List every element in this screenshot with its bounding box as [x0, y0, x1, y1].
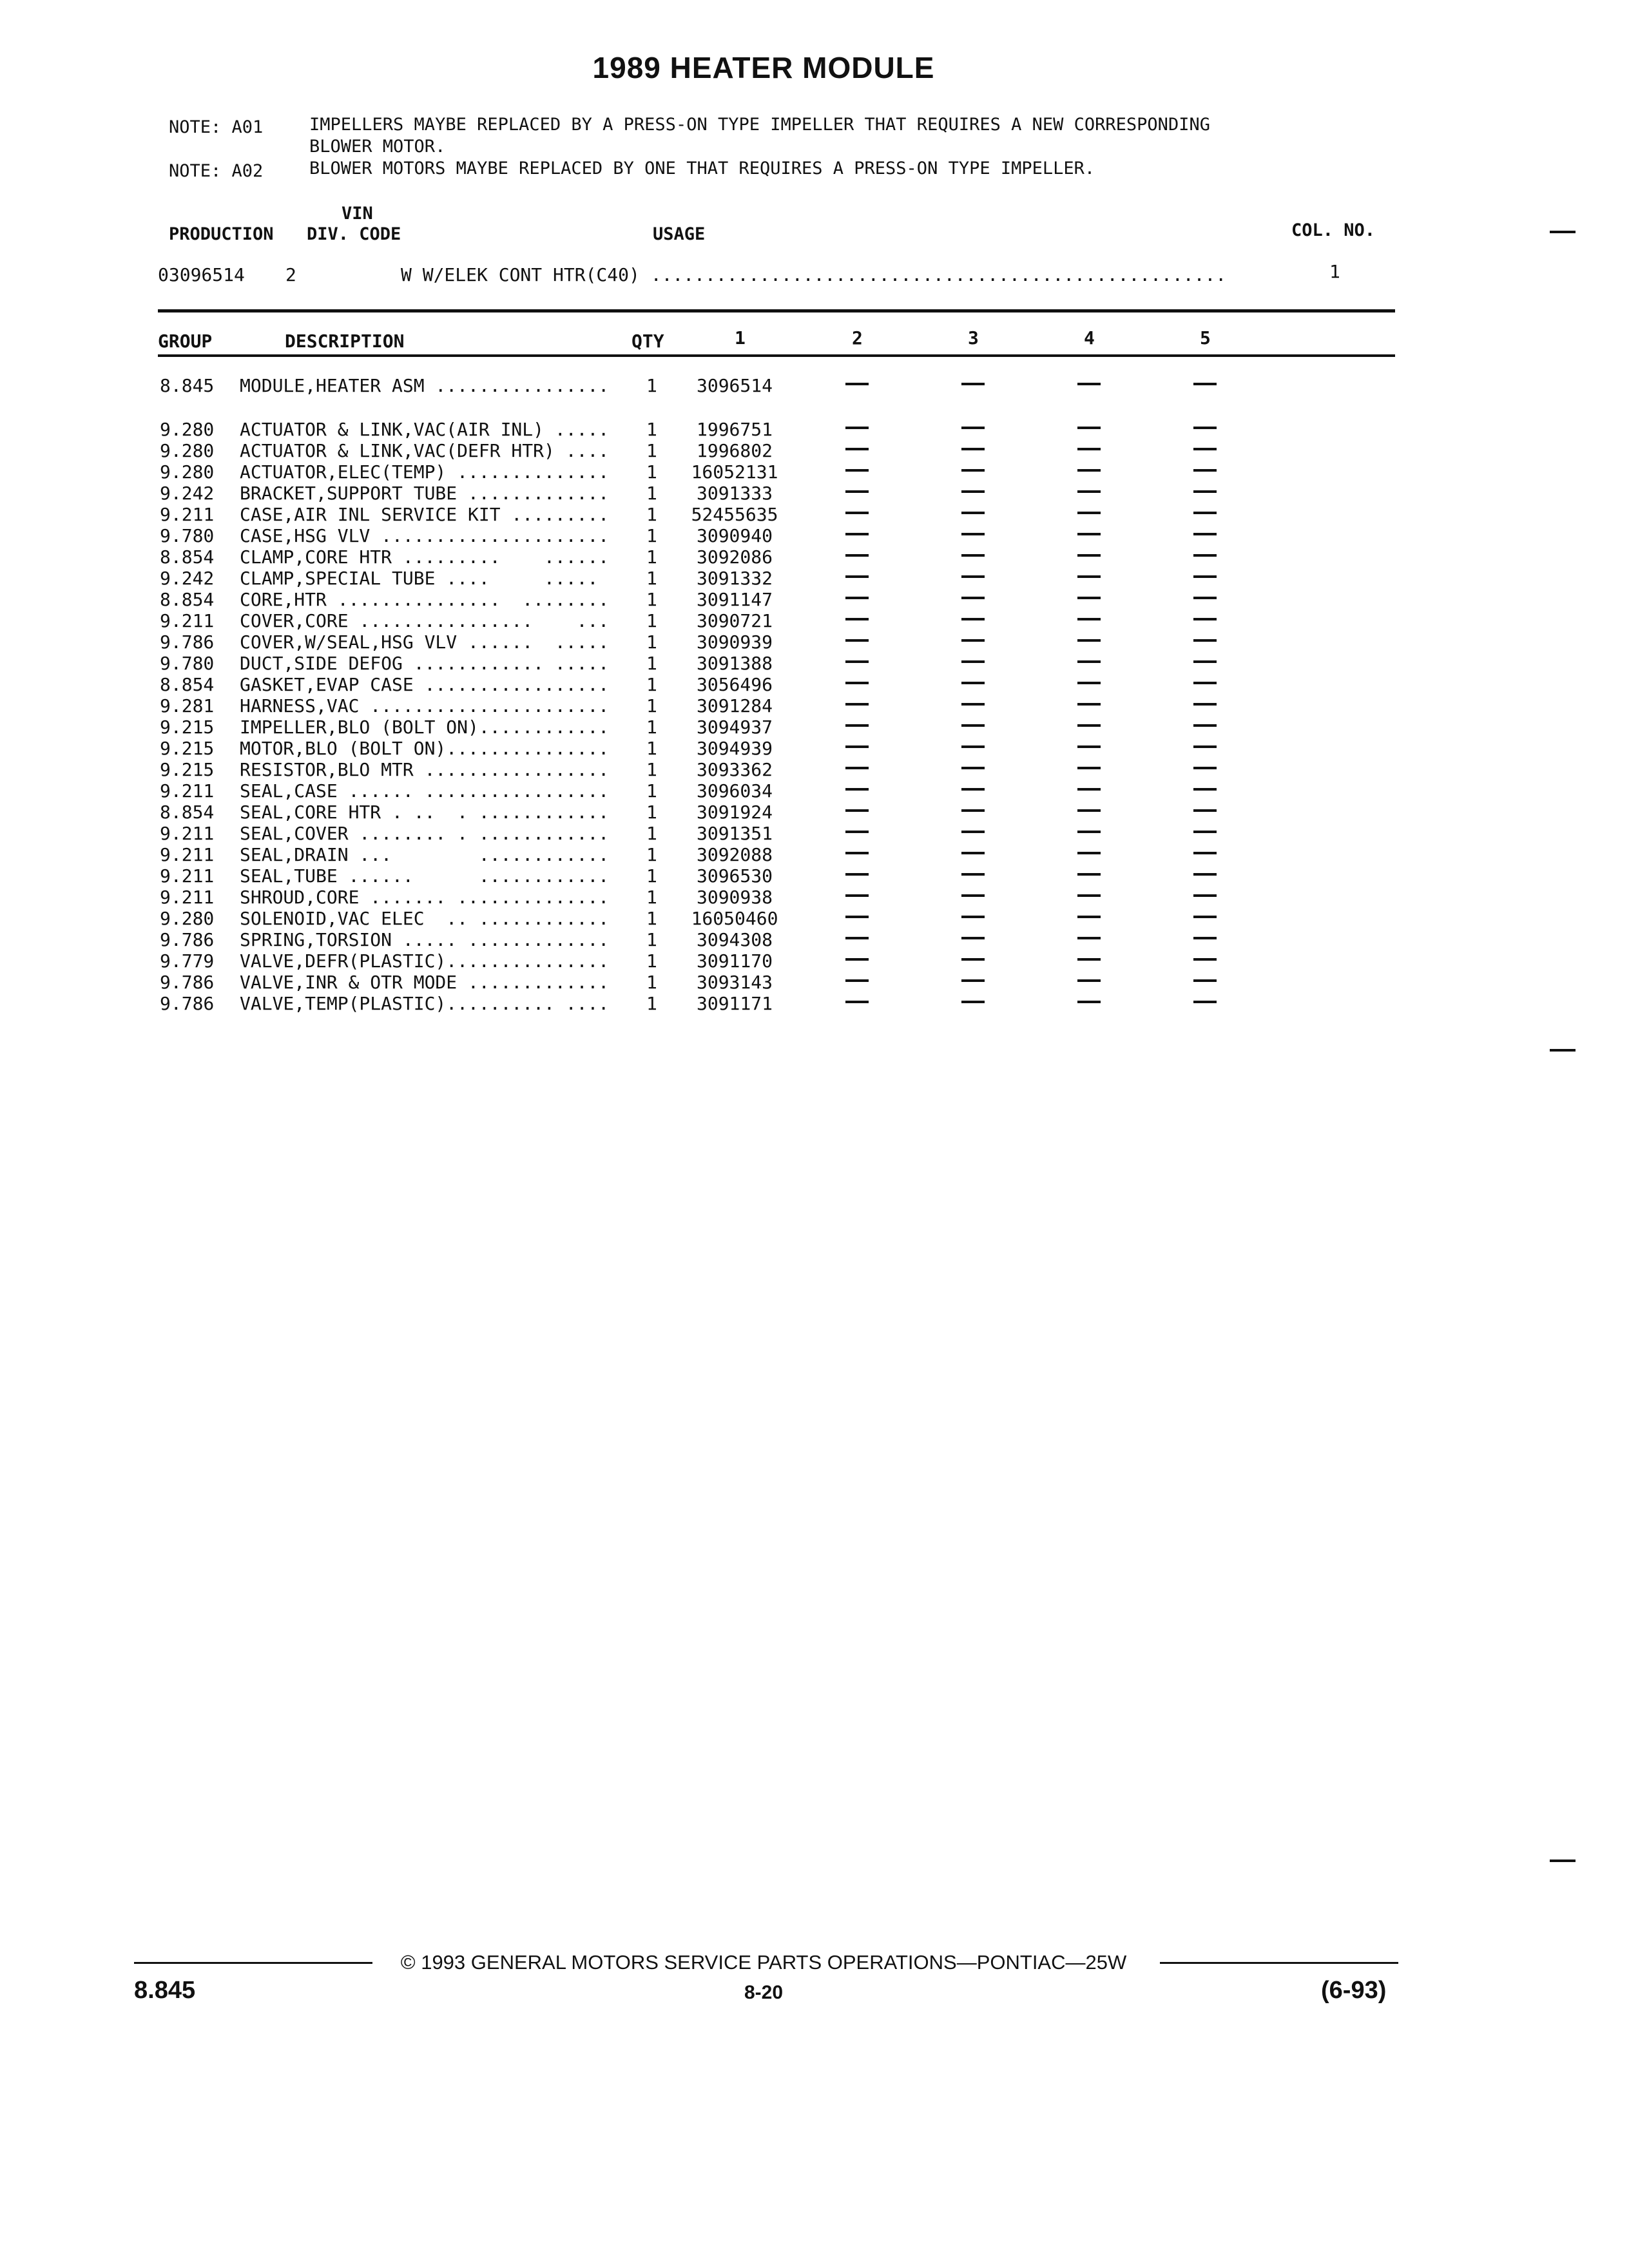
group-cell: 9.211: [160, 780, 215, 802]
description-cell: DUCT,SIDE DEFOG ............ .....: [240, 653, 610, 674]
column-4-dash: [1077, 831, 1101, 833]
description-cell: CASE,HSG VLV .....................: [240, 525, 610, 546]
description-cell: SEAL,DRAIN ... ............: [240, 844, 610, 865]
column-2-dash: [845, 448, 869, 450]
column-5-dash: [1193, 979, 1217, 982]
column-2-dash: [845, 788, 869, 791]
table-row: [0, 674, 1629, 695]
description-cell: SHROUD,CORE ....... ..............: [240, 887, 610, 908]
part-number-cell: 3090938: [696, 887, 773, 908]
column-5-dash: [1193, 575, 1217, 578]
table-row: [0, 695, 1629, 716]
group-cell: 9.786: [160, 972, 215, 993]
qty-cell: 1: [646, 908, 657, 929]
qty-cell: 1: [646, 950, 657, 972]
description-cell: MOTOR,BLO (BOLT ON)...............: [240, 738, 610, 759]
column-5-dash: [1193, 618, 1217, 620]
column-3-dash: [961, 937, 985, 939]
part-number-cell: 3096514: [696, 375, 773, 396]
column-5-dash: [1193, 554, 1217, 557]
part-number-cell: 3091351: [696, 823, 773, 844]
column-3-dash: [961, 1001, 985, 1003]
group-cell: 9.280: [160, 440, 215, 461]
description-column-header: DESCRIPTION: [285, 331, 405, 352]
group-cell: 9.242: [160, 568, 215, 589]
group-cell: 9.242: [160, 483, 215, 504]
description-cell: SEAL,CORE HTR . .. . ............: [240, 802, 610, 823]
column-4-dash: [1077, 873, 1101, 876]
group-cell: 9.211: [160, 865, 215, 887]
qty-cell: 1: [646, 716, 657, 738]
column-4-dash: [1077, 554, 1101, 557]
column-3-dash: [961, 618, 985, 620]
table-row: [0, 716, 1629, 738]
group-cell: 8.854: [160, 546, 215, 568]
column-4-dash: [1077, 788, 1101, 791]
table-row: [0, 993, 1629, 1014]
group-cell: 9.211: [160, 844, 215, 865]
column-5-dash: [1193, 852, 1217, 854]
table-row: [0, 738, 1629, 759]
part-number-cell: 3092086: [696, 546, 773, 568]
column-5-dash: [1193, 427, 1217, 429]
part-number-cell: 3096034: [696, 780, 773, 802]
group-cell: 9.211: [160, 887, 215, 908]
table-header-rule: [158, 354, 1395, 357]
table-row: [0, 887, 1629, 908]
column-2-dash: [845, 703, 869, 706]
column-5-dash: [1193, 873, 1217, 876]
qty-cell: 1: [646, 483, 657, 504]
column-4-dash: [1077, 618, 1101, 620]
part-number-cell: 3091333: [696, 483, 773, 504]
margin-mark: [1550, 1049, 1576, 1052]
production-header: PRODUCTION: [169, 224, 274, 244]
table-row: [0, 440, 1629, 461]
column-4-dash: [1077, 958, 1101, 961]
group-cell: 9.786: [160, 929, 215, 950]
group-cell: 8.854: [160, 589, 215, 610]
column-1-header: 1: [735, 327, 746, 349]
column-4-dash: [1077, 490, 1101, 493]
column-3-dash: [961, 383, 985, 385]
column-5-dash: [1193, 809, 1217, 812]
column-2-header: 2: [852, 327, 863, 349]
column-5-dash: [1193, 958, 1217, 961]
group-cell: 9.780: [160, 525, 215, 546]
qty-cell: 1: [646, 546, 657, 568]
column-5-dash: [1193, 490, 1217, 493]
vin-header: VIN: [342, 204, 373, 224]
part-number-cell: 3093362: [696, 759, 773, 780]
column-3-dash: [961, 660, 985, 663]
part-number-cell: 3090721: [696, 610, 773, 631]
col-no-header: COL. NO.: [1291, 220, 1376, 240]
description-cell: ACTUATOR,ELEC(TEMP) ..............: [240, 461, 610, 483]
note-a01-label: NOTE: A01: [169, 117, 264, 137]
column-2-dash: [845, 979, 869, 982]
qty-cell: 1: [646, 695, 657, 716]
column-2-dash: [845, 597, 869, 599]
part-number-cell: 3091147: [696, 589, 773, 610]
qty-cell: 1: [646, 823, 657, 844]
description-cell: IMPELLER,BLO (BOLT ON)............: [240, 716, 610, 738]
description-cell: CORE,HTR ............... ........: [240, 589, 610, 610]
group-cell: 9.786: [160, 993, 215, 1014]
column-3-dash: [961, 916, 985, 918]
part-number-cell: 3091332: [696, 568, 773, 589]
group-cell: 9.211: [160, 504, 215, 525]
description-cell: HARNESS,VAC ......................: [240, 695, 610, 716]
column-2-dash: [845, 575, 869, 578]
qty-cell: 1: [646, 419, 657, 440]
table-row: [0, 589, 1629, 610]
part-number-cell: 3094308: [696, 929, 773, 950]
usage-description: W W/ELEK CONT HTR(C40) .....................................................: [401, 264, 1227, 285]
qty-cell: 1: [646, 525, 657, 546]
qty-cell: 1: [646, 440, 657, 461]
qty-cell: 1: [646, 504, 657, 525]
column-3-dash: [961, 427, 985, 429]
column-2-dash: [845, 745, 869, 748]
qty-cell: 1: [646, 972, 657, 993]
qty-cell: 1: [646, 631, 657, 653]
column-3-dash: [961, 469, 985, 472]
column-2-dash: [845, 383, 869, 385]
group-cell: 9.281: [160, 695, 215, 716]
column-4-dash: [1077, 639, 1101, 642]
column-4-dash: [1077, 767, 1101, 769]
copyright-notice: © 1993 GENERAL MOTORS SERVICE PARTS OPERATIONS—PONTIAC—25W: [400, 1951, 1127, 1974]
column-3-dash: [961, 703, 985, 706]
description-cell: SEAL,CASE ...... .................: [240, 780, 610, 802]
column-4-dash: [1077, 894, 1101, 897]
column-5-dash: [1193, 724, 1217, 727]
column-5-dash: [1193, 916, 1217, 918]
table-row: [0, 823, 1629, 844]
qty-column-header: QTY: [631, 331, 664, 352]
description-cell: CLAMP,CORE HTR ......... ......: [240, 546, 610, 568]
column-5-dash: [1193, 831, 1217, 833]
column-3-dash: [961, 788, 985, 791]
description-cell: BRACKET,SUPPORT TUBE .............: [240, 483, 610, 504]
column-2-dash: [845, 831, 869, 833]
div-code-header: DIV. CODE: [307, 224, 401, 244]
column-4-dash: [1077, 682, 1101, 684]
table-top-rule: [158, 309, 1395, 312]
group-cell: 9.280: [160, 908, 215, 929]
part-number-cell: 3091170: [696, 950, 773, 972]
table-row: [0, 972, 1629, 993]
table-row: [0, 419, 1629, 440]
page-number: 8-20: [744, 1982, 784, 2003]
column-4-dash: [1077, 469, 1101, 472]
column-3-dash: [961, 490, 985, 493]
table-row: [0, 950, 1629, 972]
column-5-dash: [1193, 745, 1217, 748]
table-row: [0, 865, 1629, 887]
column-3-dash: [961, 724, 985, 727]
column-2-dash: [845, 937, 869, 939]
column-5-dash: [1193, 383, 1217, 385]
column-3-dash: [961, 597, 985, 599]
qty-cell: 1: [646, 865, 657, 887]
table-row: [0, 929, 1629, 950]
description-cell: CASE,AIR INL SERVICE KIT .........: [240, 504, 610, 525]
column-3-dash: [961, 745, 985, 748]
qty-cell: 1: [646, 780, 657, 802]
column-5-header: 5: [1200, 327, 1211, 349]
group-cell: 9.786: [160, 631, 215, 653]
qty-cell: 1: [646, 610, 657, 631]
group-cell: 9.211: [160, 823, 215, 844]
group-cell: 9.211: [160, 610, 215, 631]
part-number-cell: 3093143: [696, 972, 773, 993]
description-cell: ACTUATOR & LINK,VAC(AIR INL) .....: [240, 419, 610, 440]
note-a02-text: BLOWER MOTORS MAYBE REPLACED BY ONE THAT REQUIRES A PRESS-ON TYPE IMPELLER.: [309, 159, 1095, 178]
column-4-dash: [1077, 427, 1101, 429]
group-cell: 8.845: [160, 375, 215, 396]
column-3-dash: [961, 448, 985, 450]
column-3-dash: [961, 639, 985, 642]
group-cell: 9.280: [160, 461, 215, 483]
column-2-dash: [845, 469, 869, 472]
column-2-dash: [845, 554, 869, 557]
column-5-dash: [1193, 703, 1217, 706]
column-4-dash: [1077, 597, 1101, 599]
column-2-dash: [845, 490, 869, 493]
usage-col: 1: [1329, 261, 1340, 282]
column-4-dash: [1077, 937, 1101, 939]
table-row: [0, 759, 1629, 780]
column-5-dash: [1193, 682, 1217, 684]
table-row: [0, 504, 1629, 525]
group-cell: 8.854: [160, 802, 215, 823]
qty-cell: 1: [646, 929, 657, 950]
column-5-dash: [1193, 660, 1217, 663]
note-a01-text-continued: BLOWER MOTOR.: [309, 137, 446, 157]
description-cell: ACTUATOR & LINK,VAC(DEFR HTR) ....: [240, 440, 610, 461]
part-number-cell: 3091171: [696, 993, 773, 1014]
column-4-dash: [1077, 852, 1101, 854]
column-2-dash: [845, 724, 869, 727]
description-cell: SEAL,COVER ........ . ............: [240, 823, 610, 844]
column-2-dash: [845, 809, 869, 812]
description-cell: CLAMP,SPECIAL TUBE .... .....: [240, 568, 599, 589]
description-cell: COVER,CORE ................ ...: [240, 610, 610, 631]
table-row: [0, 653, 1629, 674]
description-cell: VALVE,INR & OTR MODE .............: [240, 972, 610, 993]
column-2-dash: [845, 873, 869, 876]
column-4-dash: [1077, 660, 1101, 663]
footer-rule-right: [1160, 1962, 1398, 1964]
qty-cell: 1: [646, 759, 657, 780]
usage-production: 03096514: [158, 264, 245, 285]
part-number-cell: 1996751: [696, 419, 773, 440]
column-5-dash: [1193, 533, 1217, 535]
column-5-dash: [1193, 469, 1217, 472]
column-3-header: 3: [968, 327, 979, 349]
qty-cell: 1: [646, 802, 657, 823]
description-cell: SOLENOID,VAC ELEC .. ............: [240, 908, 610, 929]
column-5-dash: [1193, 767, 1217, 769]
note-a01-text: IMPELLERS MAYBE REPLACED BY A PRESS-ON TYPE IMPELLER THAT REQUIRES A NEW CORRESPONDING: [309, 115, 1210, 135]
qty-cell: 1: [646, 568, 657, 589]
part-number-cell: 3091284: [696, 695, 773, 716]
qty-cell: 1: [646, 375, 657, 396]
table-row: [0, 908, 1629, 929]
description-cell: SPRING,TORSION ..... .............: [240, 929, 610, 950]
description-cell: COVER,W/SEAL,HSG VLV ...... .....: [240, 631, 610, 653]
table-row: [0, 631, 1629, 653]
description-cell: RESISTOR,BLO MTR .................: [240, 759, 610, 780]
qty-cell: 1: [646, 461, 657, 483]
qty-cell: 1: [646, 844, 657, 865]
part-number-cell: 3094939: [696, 738, 773, 759]
table-row: [0, 525, 1629, 546]
description-cell: VALVE,DEFR(PLASTIC)...............: [240, 950, 610, 972]
table-row: [0, 610, 1629, 631]
part-number-cell: 52455635: [691, 504, 778, 525]
column-4-dash: [1077, 916, 1101, 918]
column-3-dash: [961, 682, 985, 684]
column-4-dash: [1077, 448, 1101, 450]
column-2-dash: [845, 1001, 869, 1003]
description-cell: VALVE,TEMP(PLASTIC).......... ....: [240, 993, 610, 1014]
part-number-cell: 3090939: [696, 631, 773, 653]
column-5-dash: [1193, 788, 1217, 791]
part-number-cell: 16052131: [691, 461, 778, 483]
column-4-dash: [1077, 575, 1101, 578]
group-cell: 9.215: [160, 738, 215, 759]
part-number-cell: 3056496: [696, 674, 773, 695]
page-title: 1989 HEATER MODULE: [592, 51, 935, 84]
column-5-dash: [1193, 448, 1217, 450]
column-2-dash: [845, 512, 869, 514]
column-4-dash: [1077, 724, 1101, 727]
column-5-dash: [1193, 597, 1217, 599]
column-3-dash: [961, 831, 985, 833]
part-number-cell: 3091388: [696, 653, 773, 674]
part-number-cell: 3091924: [696, 802, 773, 823]
description-cell: MODULE,HEATER ASM ................: [240, 375, 610, 396]
column-2-dash: [845, 767, 869, 769]
qty-cell: 1: [646, 589, 657, 610]
column-3-dash: [961, 554, 985, 557]
table-row: [0, 375, 1629, 396]
qty-cell: 1: [646, 674, 657, 695]
column-2-dash: [845, 533, 869, 535]
column-4-header: 4: [1084, 327, 1095, 349]
column-3-dash: [961, 575, 985, 578]
description-cell: SEAL,TUBE ...... ............: [240, 865, 610, 887]
column-3-dash: [961, 767, 985, 769]
column-2-dash: [845, 958, 869, 961]
group-cell: 9.215: [160, 716, 215, 738]
margin-mark: [1550, 1860, 1576, 1862]
table-row: [0, 546, 1629, 568]
column-2-dash: [845, 660, 869, 663]
revision-date: (6-93): [1321, 1977, 1387, 2004]
column-4-dash: [1077, 809, 1101, 812]
qty-cell: 1: [646, 738, 657, 759]
column-3-dash: [961, 894, 985, 897]
column-3-dash: [961, 809, 985, 812]
column-5-dash: [1193, 894, 1217, 897]
note-a02-label: NOTE: A02: [169, 161, 264, 181]
usage-div: 2: [285, 264, 296, 285]
part-number-cell: 3092088: [696, 844, 773, 865]
group-cell: 9.780: [160, 653, 215, 674]
column-4-dash: [1077, 703, 1101, 706]
table-row: [0, 568, 1629, 589]
column-4-dash: [1077, 979, 1101, 982]
column-4-dash: [1077, 745, 1101, 748]
footer-group-number: 8.845: [134, 1977, 196, 2004]
column-5-dash: [1193, 512, 1217, 514]
margin-mark: [1550, 231, 1576, 233]
column-3-dash: [961, 533, 985, 535]
group-cell: 8.854: [160, 674, 215, 695]
column-5-dash: [1193, 1001, 1217, 1003]
group-cell: 9.215: [160, 759, 215, 780]
column-3-dash: [961, 979, 985, 982]
qty-cell: 1: [646, 653, 657, 674]
column-5-dash: [1193, 937, 1217, 939]
column-4-dash: [1077, 383, 1101, 385]
group-cell: 9.280: [160, 419, 215, 440]
column-5-dash: [1193, 639, 1217, 642]
usage-header: USAGE: [653, 224, 706, 244]
column-2-dash: [845, 852, 869, 854]
column-2-dash: [845, 639, 869, 642]
qty-cell: 1: [646, 887, 657, 908]
group-cell: 9.779: [160, 950, 215, 972]
part-number-cell: 3094937: [696, 716, 773, 738]
column-4-dash: [1077, 512, 1101, 514]
column-2-dash: [845, 916, 869, 918]
table-row: [0, 802, 1629, 823]
column-4-dash: [1077, 1001, 1101, 1003]
table-row: [0, 844, 1629, 865]
part-number-cell: 3096530: [696, 865, 773, 887]
part-number-cell: 1996802: [696, 440, 773, 461]
column-2-dash: [845, 427, 869, 429]
table-row: [0, 483, 1629, 504]
column-2-dash: [845, 894, 869, 897]
group-column-header: GROUP: [158, 331, 213, 352]
column-2-dash: [845, 618, 869, 620]
column-3-dash: [961, 512, 985, 514]
part-number-cell: 3090940: [696, 525, 773, 546]
column-3-dash: [961, 958, 985, 961]
column-3-dash: [961, 852, 985, 854]
column-2-dash: [845, 682, 869, 684]
column-3-dash: [961, 873, 985, 876]
table-row: [0, 461, 1629, 483]
column-4-dash: [1077, 533, 1101, 535]
part-number-cell: 16050460: [691, 908, 778, 929]
description-cell: GASKET,EVAP CASE .................: [240, 674, 610, 695]
table-row: [0, 780, 1629, 802]
qty-cell: 1: [646, 993, 657, 1014]
